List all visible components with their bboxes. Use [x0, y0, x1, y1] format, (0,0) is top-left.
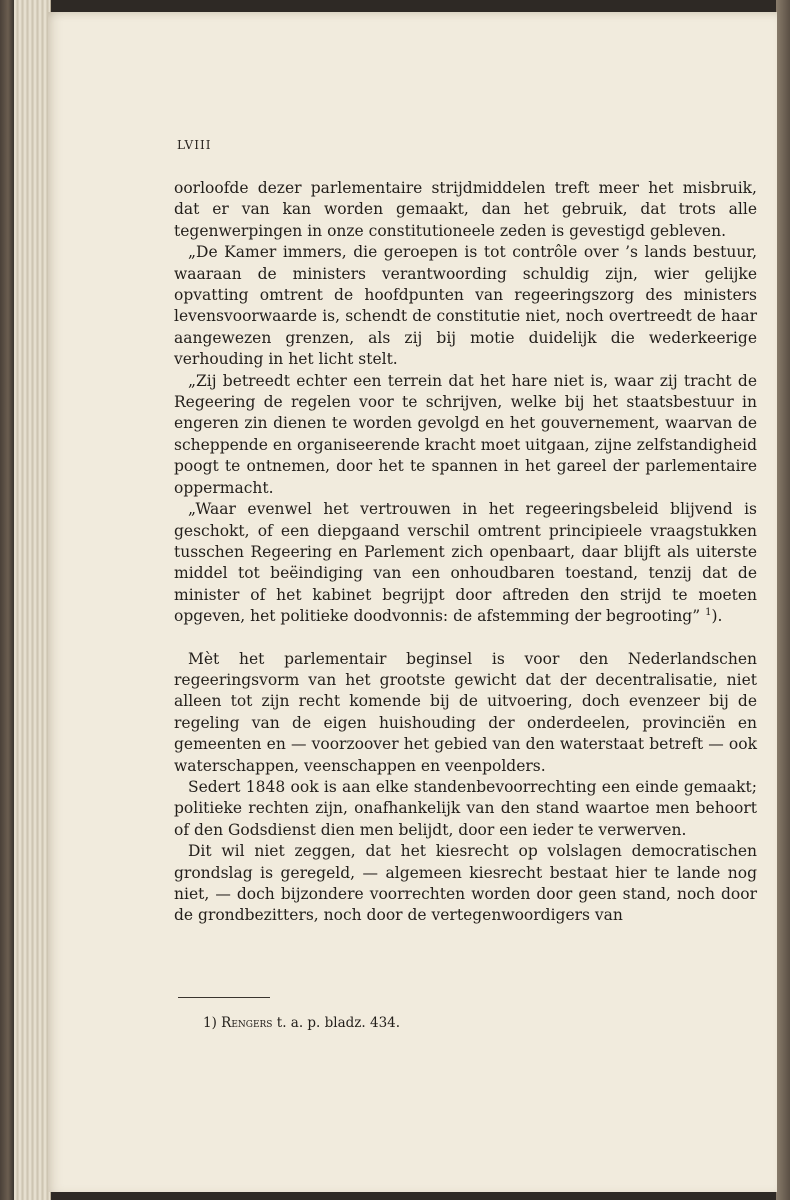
page-stack-edge [14, 0, 51, 1200]
footnote-marker: 1) [203, 1015, 217, 1031]
section-gap [174, 628, 757, 649]
paragraph-4-tail: ). [711, 607, 723, 626]
footnote [203, 1015, 400, 1031]
paragraph-3: „Zij betreedt echter een terrein dat het hare niet is, waar zij tracht de Regeering de regelen voor te schrijven, welke bij het staatsbestuur in engeren zin dienen te worden gevolgd en het gouvernement, waarvan de scheppende en organiseerende kracht moet uitgaan, zijne zelfstandigheid poogt te ontnemen, door het te spannen in het gareel der parlementaire oppermacht. [174, 371, 757, 497]
page-sheet [48, 12, 777, 1192]
paragraph-1: oorloofde dezer parlementaire strijdmiddelen treft meer het misbruik, dat er van kan worden gemaakt, dan het gebruik, dat trots alle tegenwerpingen in onze constitutioneele zeden is gevestigd gebleven. [174, 179, 757, 240]
paragraph-4-text: „Waar evenwel het vertrouwen in het regeeringsbeleid blijvend is geschokt, of een diepgaand verschil omtrent principieele vraagstukken tusschen Regeering en Parlement zich openbaart, daar blijft als uiterste middel tot beëindiging van een onhoudbaren toestand, tenzij dat de minister of het kabinet begrijpt door aftreden den strijd te moeten opgeven, het politieke doodvonnis: de afstemming der begrooting” [174, 500, 757, 626]
footnote-citation: t. a. p. bladz. 434. [276, 1015, 401, 1031]
paragraph-6: Sedert 1848 ook is aan elke standenbevoorrechting een einde gemaakt; politieke rechten zijn, onafhankelijk van den stand waartoe men behoort of den Godsdienst dien men belijdt, door een ieder te verwerven. [174, 777, 757, 839]
footnote-author: Rengers [221, 1015, 273, 1031]
paragraph-7: Dit wil niet zeggen, dat het kiesrecht op volslagen democratischen grondslag is geregeld, — algemeen kiesrecht bestaat hier te lande nog niet, — doch bijzondere voorrechten worden door geen stand, noch door de grondbezitters, noch door de vertegenwoordigers van [174, 842, 757, 925]
body-text [174, 178, 757, 927]
paragraph-2: „De Kamer immers, die geroepen is tot contrôle over ’s lands bestuur, waaraan de ministers verantwoording schuldig zijn, wier gelijke opvatting omtrent de hoofdpunten van regeeringszorg des ministers levensvoorwaarde is, schendt de constitutie niet, noch overtreedt de haar aangewezen grenzen, als zij bij motie duidelijk die wederkeerige verhouding in het licht stelt. [174, 243, 757, 369]
footnote-reference: 1 [705, 606, 712, 618]
footnote-divider [178, 997, 270, 998]
paragraph-4 [174, 499, 757, 627]
paragraph-5: Mèt het parlementair beginsel is voor den Nederlandschen regeeringsvorm van het grootste gewicht dat der decentralisatie, niet alleen tot zijn recht komende bij de uitvoering, doch evenzeer bij de regeling van de eigen huishouding der onderdeelen, provinciën en gemeenten en — voorzoover het gebied van den waterstaat betreft — ook waterschappen, veenschappen en veenpolders. [174, 649, 757, 775]
page-number: LVIII [177, 138, 212, 152]
book-cover-edge [776, 0, 790, 1200]
